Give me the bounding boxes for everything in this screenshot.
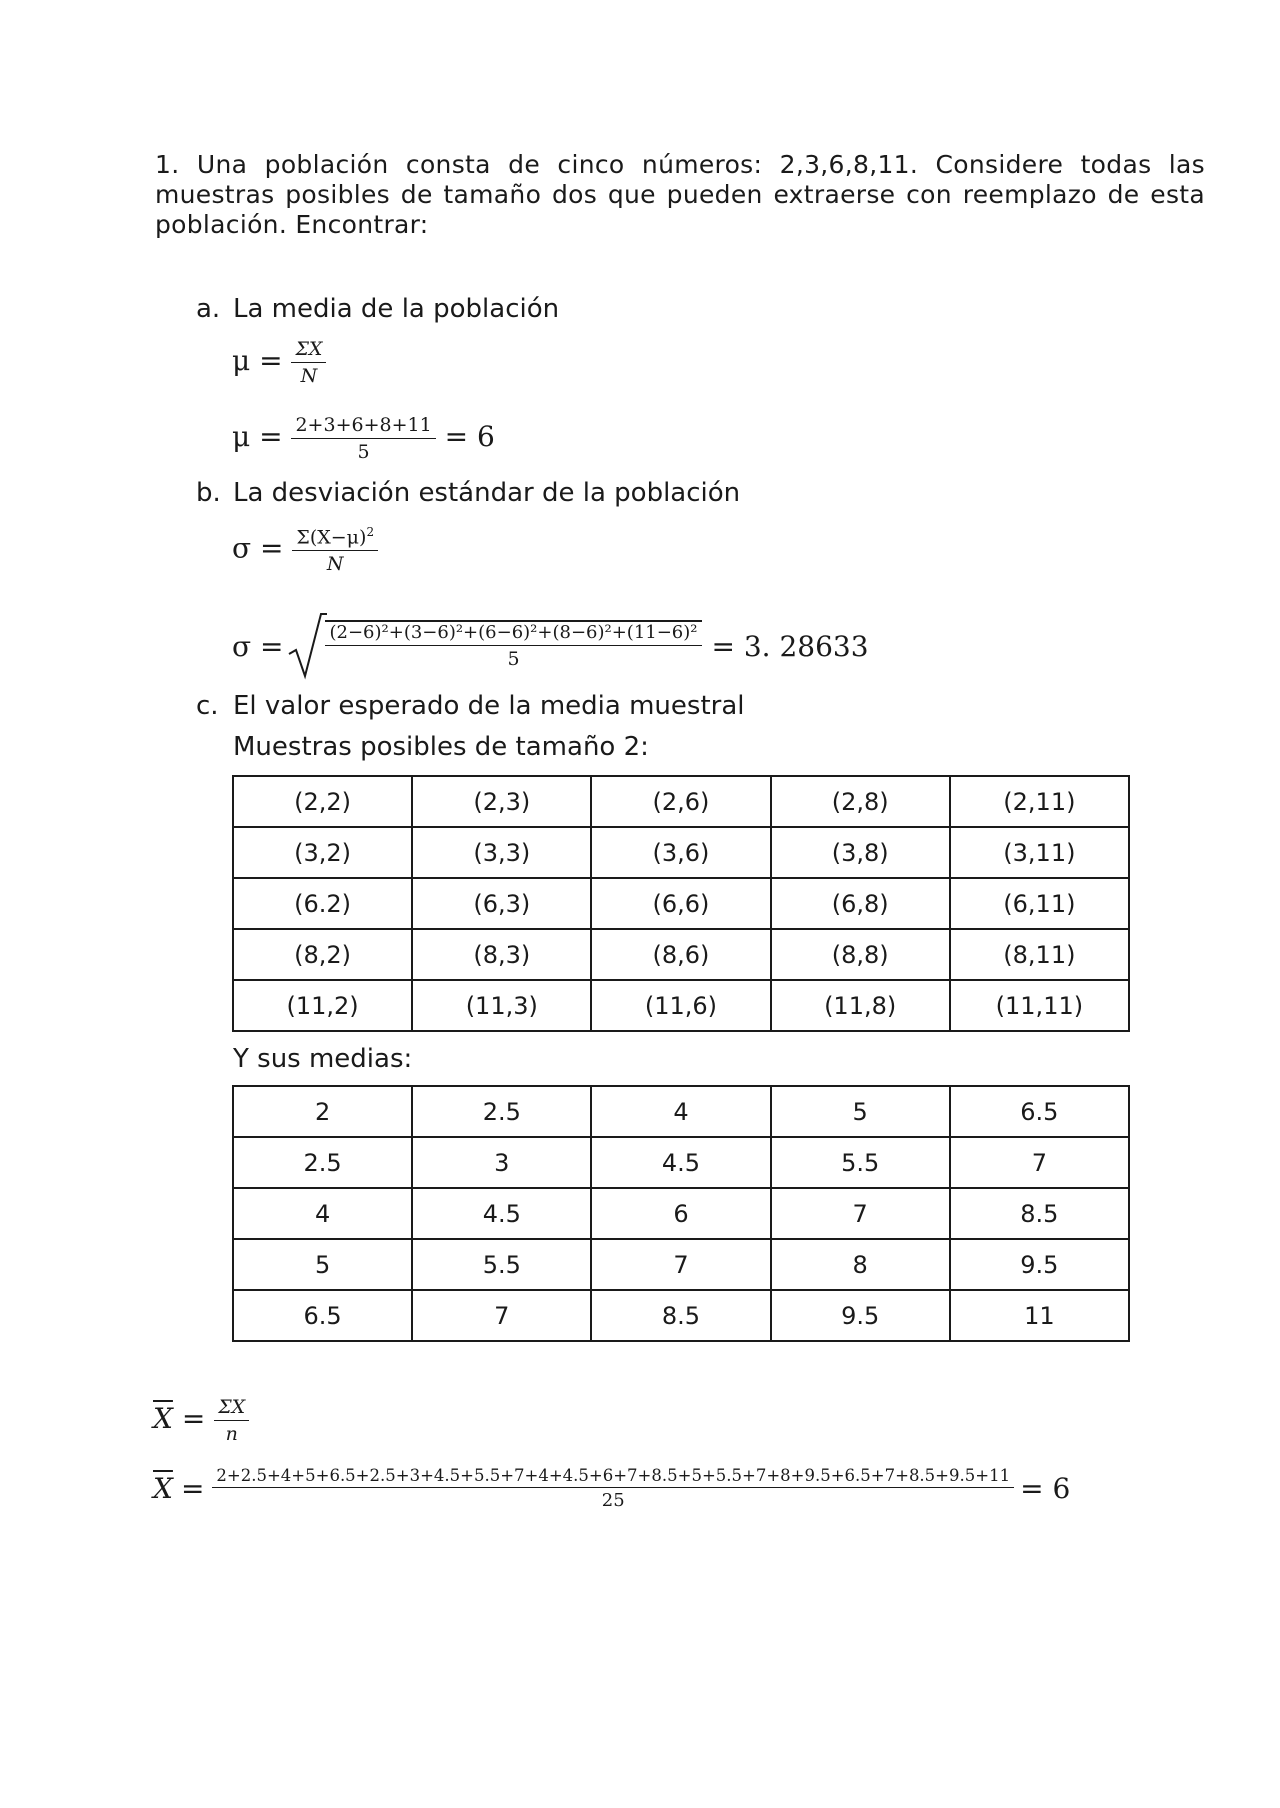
table-cell: 9.5 <box>771 1290 950 1341</box>
item-a-label: La media de la población <box>233 294 560 324</box>
table-cell: 4 <box>233 1188 412 1239</box>
sample-mean-calculation <box>153 1466 1070 1511</box>
table-cell: (11,6) <box>591 980 770 1031</box>
stddev-calc-result: = 3. 28633 <box>711 629 869 663</box>
table-cell: 8.5 <box>591 1290 770 1341</box>
table-cell: 2.5 <box>233 1137 412 1188</box>
table-cell: (8,2) <box>233 929 412 980</box>
table-cell: 7 <box>950 1137 1129 1188</box>
table-cell: (6,8) <box>771 878 950 929</box>
means-caption: Y sus medias: <box>233 1044 413 1074</box>
stddev-calc-lhs: σ = <box>232 629 284 663</box>
sample-mean-calc-denominator: 25 <box>212 1487 1014 1511</box>
table-cell: 5.5 <box>412 1239 591 1290</box>
samples-table <box>232 775 1130 1032</box>
stddev-calc-numerator: (2−6)²+(3−6)²+(6−6)²+(8−6)²+(11−6)² <box>329 622 698 643</box>
table-cell: (6.2) <box>233 878 412 929</box>
table-cell: 6.5 <box>233 1290 412 1341</box>
table-cell: (3,6) <box>591 827 770 878</box>
sample-mean-equals: = <box>181 1402 206 1435</box>
table-row <box>233 1290 1129 1341</box>
table-cell: (2,8) <box>771 776 950 827</box>
table-cell: (3,2) <box>233 827 412 878</box>
table-cell: (8,8) <box>771 929 950 980</box>
item-a-marker: a. <box>196 294 221 324</box>
sample-mean-formula <box>153 1396 249 1445</box>
mean-formula-denominator: N <box>291 362 326 387</box>
stddev-formula-exponent: 2 <box>366 525 375 539</box>
table-cell: 5.5 <box>771 1137 950 1188</box>
table-cell: 6.5 <box>950 1086 1129 1137</box>
table-cell: (8,6) <box>591 929 770 980</box>
table-cell: 8 <box>771 1239 950 1290</box>
table-row <box>233 1239 1129 1290</box>
table-cell: (3,8) <box>771 827 950 878</box>
stddev-formula-lhs: σ = <box>232 531 284 565</box>
stddev-formula-numerator-text: Σ(X−μ) <box>296 526 367 549</box>
item-c-marker: c. <box>196 691 219 721</box>
sample-mean-calc-symbol: $\overline{X}$ <box>153 1472 173 1505</box>
table-cell: 3 <box>412 1137 591 1188</box>
table-cell: (11,3) <box>412 980 591 1031</box>
table-cell: 4.5 <box>591 1137 770 1188</box>
table-cell: 5 <box>771 1086 950 1137</box>
table-cell: 6 <box>591 1188 770 1239</box>
table-cell: 7 <box>771 1188 950 1239</box>
stddev-formula <box>232 525 378 575</box>
mean-formula-fraction <box>291 338 326 387</box>
problem-statement: 1. Una población consta de cinco números: 2,3,6,8,11. Considere todas las muestras posibles de tamaño dos que pueden extraerse con reemplazo de esta población. Encontrar: <box>155 150 1205 239</box>
sample-mean-calc-equals: = <box>180 1472 205 1505</box>
square-root-icon <box>287 612 327 680</box>
table-cell: 4 <box>591 1086 770 1137</box>
table-cell: 8.5 <box>950 1188 1129 1239</box>
table-cell: (2,6) <box>591 776 770 827</box>
item-c-label: El valor esperado de la media muestral <box>233 691 745 721</box>
table-cell: 2.5 <box>412 1086 591 1137</box>
table-row <box>233 878 1129 929</box>
table-row <box>233 776 1129 827</box>
item-b-marker: b. <box>196 478 221 508</box>
sample-mean-numerator: ΣX <box>218 1396 246 1418</box>
table-cell: (2,2) <box>233 776 412 827</box>
sample-mean-calc-result: = 6 <box>1020 1472 1071 1505</box>
table-cell: (8,3) <box>412 929 591 980</box>
table-cell: (2,11) <box>950 776 1129 827</box>
mean-calc-denominator: 5 <box>291 438 435 463</box>
table-cell: (3,3) <box>412 827 591 878</box>
table-cell: 7 <box>412 1290 591 1341</box>
sample-mean-fraction <box>214 1396 249 1445</box>
sample-mean-calc-numerator: 2+2.5+4+5+6.5+2.5+3+4.5+5.5+7+4+4.5+6+7+8.5+5+5.5+7+8+9.5+6.5+7+8.5+9.5+11 <box>216 1466 1011 1485</box>
table-cell: (3,11) <box>950 827 1129 878</box>
table-cell: 4.5 <box>412 1188 591 1239</box>
table-cell: (11,11) <box>950 980 1129 1031</box>
mean-calc-lhs: μ = <box>232 420 283 453</box>
table-cell: 9.5 <box>950 1239 1129 1290</box>
table-cell: (2,3) <box>412 776 591 827</box>
mean-formula-numerator: ΣX <box>295 338 323 360</box>
table-cell: (6,3) <box>412 878 591 929</box>
table-cell: 7 <box>591 1239 770 1290</box>
table-row <box>233 1188 1129 1239</box>
mean-calc-result: = 6 <box>444 420 495 453</box>
stddev-formula-numerator <box>292 525 378 550</box>
table-cell: (11,8) <box>771 980 950 1031</box>
stddev-calc-denominator: 5 <box>325 645 701 670</box>
stddev-formula-denominator: N <box>292 550 378 575</box>
sample-mean-denominator: n <box>214 1420 249 1445</box>
table-cell: (6,11) <box>950 878 1129 929</box>
table-row <box>233 929 1129 980</box>
table-cell: 5 <box>233 1239 412 1290</box>
means-table <box>232 1085 1130 1342</box>
sample-mean-symbol: $\overline{X}$ <box>153 1402 173 1435</box>
item-b-label: La desviación estándar de la población <box>233 478 741 508</box>
mean-formula-lhs: μ = <box>232 344 283 377</box>
table-cell: 11 <box>950 1290 1129 1341</box>
table-cell: 2 <box>233 1086 412 1137</box>
sample-mean-calc-fraction <box>212 1466 1014 1511</box>
table-cell: (6,6) <box>591 878 770 929</box>
mean-calc-fraction <box>291 414 435 463</box>
table-row <box>233 1086 1129 1137</box>
samples-caption: Muestras posibles de tamaño 2: <box>233 732 649 762</box>
stddev-calc-fraction <box>325 620 701 670</box>
stddev-calculation <box>232 612 869 680</box>
mean-calculation <box>232 414 495 463</box>
table-row <box>233 827 1129 878</box>
mean-formula <box>232 338 326 387</box>
table-cell: (11,2) <box>233 980 412 1031</box>
table-cell: (8,11) <box>950 929 1129 980</box>
stddev-formula-fraction <box>292 525 378 575</box>
table-row <box>233 1137 1129 1188</box>
mean-calc-numerator: 2+3+6+8+11 <box>295 414 432 436</box>
table-row <box>233 980 1129 1031</box>
